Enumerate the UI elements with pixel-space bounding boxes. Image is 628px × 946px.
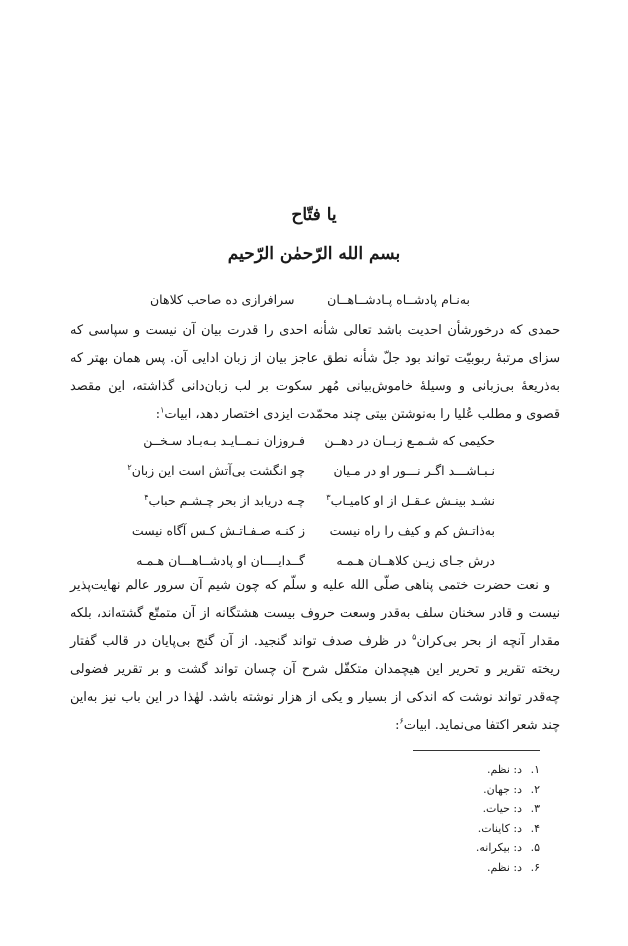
- praise-paragraph-text: حمدی که درخورشأن احدیت باشد تعالی شأنه احدی را قدرت بیان آن نیست و سپاسی که سزای مرتبهٔ ربوبیّت تواند بود جلّ شأنه نطق عاجز بیان از زبان ادایی آن. پس همان بهتر که به‌ذریعهٔ بی‌زبانی و وسیلهٔ خاموش‌بیانی مُهر سکوت بر لب زبان‌دانی گذاشته، این مقصد قصوی و مطلب عُلیا را به‌نوشتن بیتی چند محمّدت ایزدی اختصار دهد، ابیات: [70, 323, 560, 422]
- paragraph-end-colon: :: [155, 407, 161, 422]
- footnote-text: د: نظم.: [486, 860, 522, 874]
- prophet-praise-text-b: در ظرف صدف تواند گنجید. از آن گنج بی‌پایان در قالب گفتار ریخته تقریر و تحریر این هیچمدان متکفّل شرح آن چسان تواند گشت و بر تقریر فضولی چه‌قدر تواند نوشت که اندکی از بسیار و یکی از هزار نوشته باشد. لهٰذا در این باب نیز به‌این چند شعر اکتفا می‌نماید. ابیات: [70, 634, 560, 733]
- verse-line: [115, 491, 495, 521]
- verse-block: [115, 431, 495, 581]
- verse-hemistich-2: گــدایــــان او پادشــاهـــان هـمـه: [136, 553, 305, 568]
- verse-hemistich-2: چو انگشت بی‌آتش است این زبان$^۲$: [127, 462, 305, 478]
- prophet-praise-paragraph: [70, 572, 560, 740]
- invocation-title: یا فتّاح: [291, 205, 337, 225]
- verse-line: [115, 521, 495, 551]
- footnote-text: د: نظم.: [486, 763, 522, 776]
- verse-line: [115, 461, 495, 491]
- basmala-heading: بسم الله الرّحمٰن الرّحیم: [227, 244, 401, 264]
- footnote-ref: ۲: [127, 462, 132, 472]
- footnote-ref: ۱: [160, 405, 165, 415]
- footnote-text: د: جهان.: [483, 782, 522, 796]
- footnote-item: [320, 838, 540, 858]
- footnote-number: ۵.: [530, 841, 540, 854]
- footnote-text: د: کاینات.: [477, 821, 522, 835]
- opening-distich: [120, 292, 500, 310]
- footnote-number: ۲.: [530, 782, 540, 796]
- footnote-number: ۴.: [530, 821, 540, 835]
- verse-hemistich-1: درش جـای زیـن کلاهــان هـمـه: [336, 553, 495, 568]
- footnote-number: ۶.: [530, 860, 540, 874]
- verse-hemistich-1: به‌ذاتـش کم و کیف را راه نیست: [329, 523, 495, 538]
- paragraph-end-colon: :: [395, 718, 400, 733]
- footnote-ref: ۴: [144, 492, 149, 502]
- praise-paragraph: [70, 317, 560, 429]
- footnotes: [320, 760, 540, 877]
- verse-hemistich-1: نشـد بینـش عـقـل از او کامیـاب$^۳$: [326, 492, 495, 508]
- verse-hemistich-1: نـبـاشـــد اگـر نـــور او در مـیان: [333, 463, 495, 478]
- footnote-number: ۱.: [530, 763, 540, 776]
- verse-hemistich-2: چـه دریابد از بحر چـشـم حباب$^۴$: [144, 492, 305, 508]
- verse-hemistich-2: فـروزان نـمــایـد بـه‌بـاد سـخــن: [143, 433, 305, 448]
- footnote-text: د: حیات.: [482, 802, 522, 815]
- footnote-item: [320, 799, 540, 819]
- footnote-text: د: بیکرانه.: [475, 841, 522, 854]
- verse-line: [115, 431, 495, 461]
- footnote-separator: [413, 750, 540, 751]
- footnote-ref: ۵: [412, 632, 417, 642]
- prophet-praise-text-a: و نعت حضرت ختمی پناهی صلّی الله علیه و سلّم که چون شیم آن سرور عالم نهایت‌پذیر نیست و قادر سخنان سلف به‌قدر وسعت حروف بیست هشتگانه از آن متمتّع گشته‌اند، بلکه مقدار آنچه از بحر بی‌کران: [70, 578, 561, 649]
- footnote-ref: ۶: [399, 716, 404, 726]
- opening-hemistich-2: سرافرازی ده صاحب کلاهان: [150, 292, 295, 307]
- verse-hemistich-1: حکیمی که شـمـع زبــان در دهــن: [324, 433, 495, 448]
- footnote-item: [320, 760, 540, 780]
- opening-hemistich-1: به‌نـام پادشــاه پـادشــاهــان: [327, 292, 470, 307]
- footnote-number: ۳.: [530, 802, 540, 815]
- footnote-item: [320, 858, 540, 878]
- footnote-item: [320, 780, 540, 800]
- footnote-ref: ۳: [326, 492, 331, 502]
- verse-hemistich-2: ز کنـه صـفـاتـش کـس آگاه نیست: [131, 523, 305, 538]
- footnote-item: [320, 819, 540, 839]
